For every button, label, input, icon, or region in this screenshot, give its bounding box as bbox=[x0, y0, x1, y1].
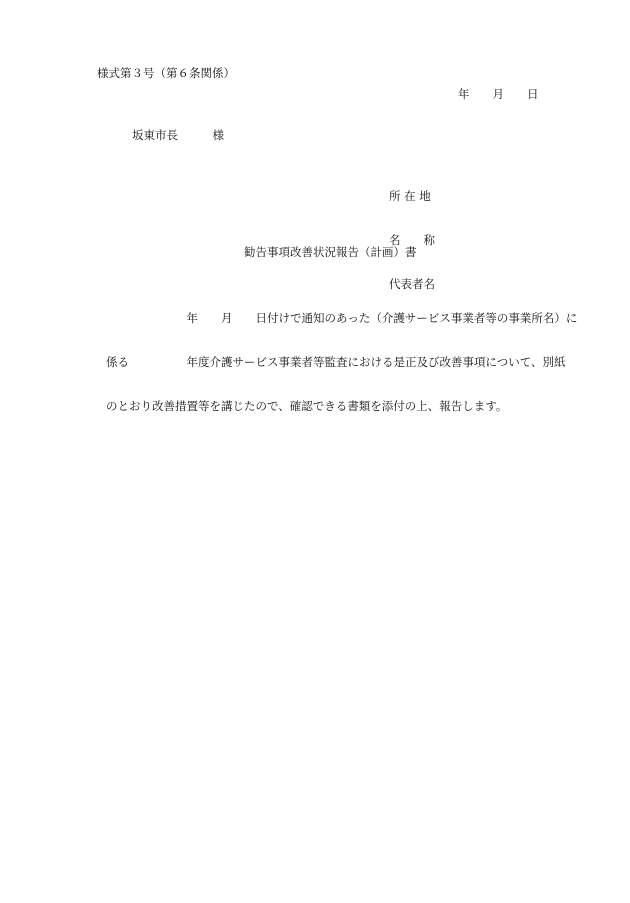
body-text bbox=[106, 290, 577, 434]
sender-representative-label: 代表者名 bbox=[389, 277, 435, 291]
date-line: 年 月 日 bbox=[458, 87, 539, 101]
sender-location-label: 所 在 地 bbox=[389, 189, 431, 203]
body-line-2: 係る 年度介護サービス事業者等監査における是正及び改善事項について、別紙 bbox=[106, 355, 566, 369]
addressee: 坂東市長 様 bbox=[132, 128, 224, 142]
body-line-3: のとおり改善措置等を講じたので、確認できる書類を添付の上、報告します。 bbox=[106, 399, 508, 413]
document-title: 勧告事項改善状況報告（計画）書 bbox=[244, 245, 417, 259]
body-line-1: 年 月 日付けで通知のあった（介護サービス事業者等の事業所名）に bbox=[106, 311, 578, 325]
form-number: 様式第３号（第６条関係） bbox=[97, 66, 235, 80]
sender-name-label: 名 称 bbox=[389, 233, 435, 247]
